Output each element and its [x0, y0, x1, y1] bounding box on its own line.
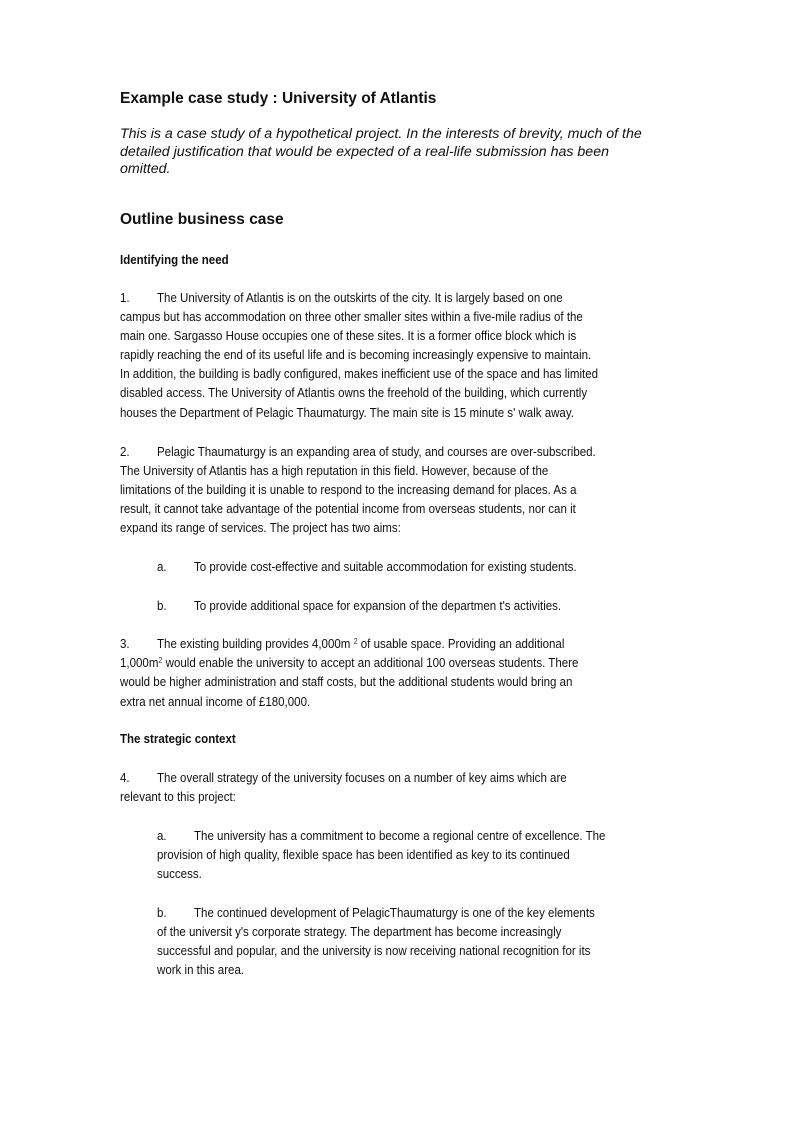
- intro-line: detailed justification that would be expected of a real-life submission has been: [120, 143, 609, 160]
- paragraph-line: houses the Department of Pelagic Thaumaturgy. The main site is 15 minute s' walk away.: [120, 405, 574, 420]
- superscript: 2: [158, 656, 163, 665]
- paragraph-line: [157, 636, 564, 651]
- paragraph-line: disabled access. The University of Atlantis owns the freehold of the building, which currently: [120, 385, 588, 400]
- text: would enable the university to accept an additional 100 overseas students. There: [165, 655, 579, 670]
- paragraph-line: extra net annual income of £180,000.: [120, 694, 311, 709]
- section-heading: Outline business case: [120, 211, 284, 228]
- paragraph-line: expand its range of services. The project has two aims:: [120, 520, 401, 535]
- paragraph-line: relevant to this project:: [120, 789, 236, 804]
- document-title: Example case study : University of Atlantis: [120, 90, 437, 107]
- intro-line: This is a case study of a hypothetical project. In the interests of brevity, much of the: [120, 126, 642, 142]
- sub-item-line: work in this area.: [157, 962, 245, 977]
- sub-item-letter: b.: [157, 905, 167, 920]
- superscript: 2: [353, 637, 358, 646]
- paragraph-number: 2.: [120, 444, 130, 459]
- paragraph-line: Pelagic Thaumaturgy is an expanding area of study, and courses are over-subscribed.: [157, 444, 596, 459]
- paragraph-line: main one. Sargasso House occupies one of these sites. It is a former office block which is: [120, 328, 577, 343]
- paragraph-line: rapidly reaching the end of its useful life and is becoming increasingly expensive to maintain.: [120, 347, 592, 362]
- sub-item-line: of the universit y's corporate strategy. The department has become increasingly: [157, 924, 562, 939]
- sub-item-line: The university has a commitment to become a regional centre of excellence. The: [194, 828, 606, 843]
- paragraph-line: The University of Atlantis has a high reputation in this field. However, because of the: [120, 463, 549, 478]
- paragraph-line: [120, 655, 578, 670]
- paragraph-line: would be higher administration and staff costs, but the additional students would bring an: [120, 674, 573, 689]
- sub-item-line: To provide additional space for expansion of the departmen t's activities.: [194, 598, 562, 613]
- paragraph-line: The overall strategy of the university focuses on a number of key aims which are: [157, 770, 567, 785]
- subsection-heading: Identifying the need: [120, 253, 229, 267]
- sub-item-line: successful and popular, and the university is now receiving national recognition for its: [157, 943, 591, 958]
- sub-item-letter: a.: [157, 559, 167, 574]
- paragraph-line: The University of Atlantis is on the outskirts of the city. It is largely based on one: [157, 290, 563, 305]
- paragraph-line: limitations of the building it is unable to respond to the increasing demand for places. As a: [120, 482, 577, 497]
- paragraph-number: 3.: [120, 636, 130, 651]
- intro-note: [120, 126, 680, 179]
- sub-item-line: success.: [157, 866, 202, 881]
- sub-item-line: To provide cost-effective and suitable accommodation for existing students.: [194, 559, 577, 574]
- text: of usable space. Providing an additional: [360, 636, 565, 651]
- paragraph-number: 4.: [120, 770, 130, 785]
- sub-item-line: provision of high quality, flexible space has been identified as key to its continued: [157, 847, 570, 862]
- text: The existing building provides 4,000m: [157, 636, 351, 651]
- text: 1,000m: [120, 655, 159, 670]
- paragraph-line: In addition, the building is badly configured, makes inefficient use of the space and has limited: [120, 366, 599, 381]
- paragraph-line: campus but has accommodation on three other smaller sites within a five-mile radius of the: [120, 309, 583, 324]
- sub-item-letter: b.: [157, 598, 167, 613]
- sub-item-letter: a.: [157, 828, 167, 843]
- subsection-heading: The strategic context: [120, 732, 236, 746]
- sub-item-line: The continued development of PelagicThaumaturgy is one of the key elements: [194, 905, 595, 920]
- paragraph-number: 1.: [120, 290, 130, 305]
- intro-line: omitted.: [120, 161, 171, 177]
- paragraph-line: result, it cannot take advantage of the potential income from overseas students, nor can it: [120, 501, 576, 516]
